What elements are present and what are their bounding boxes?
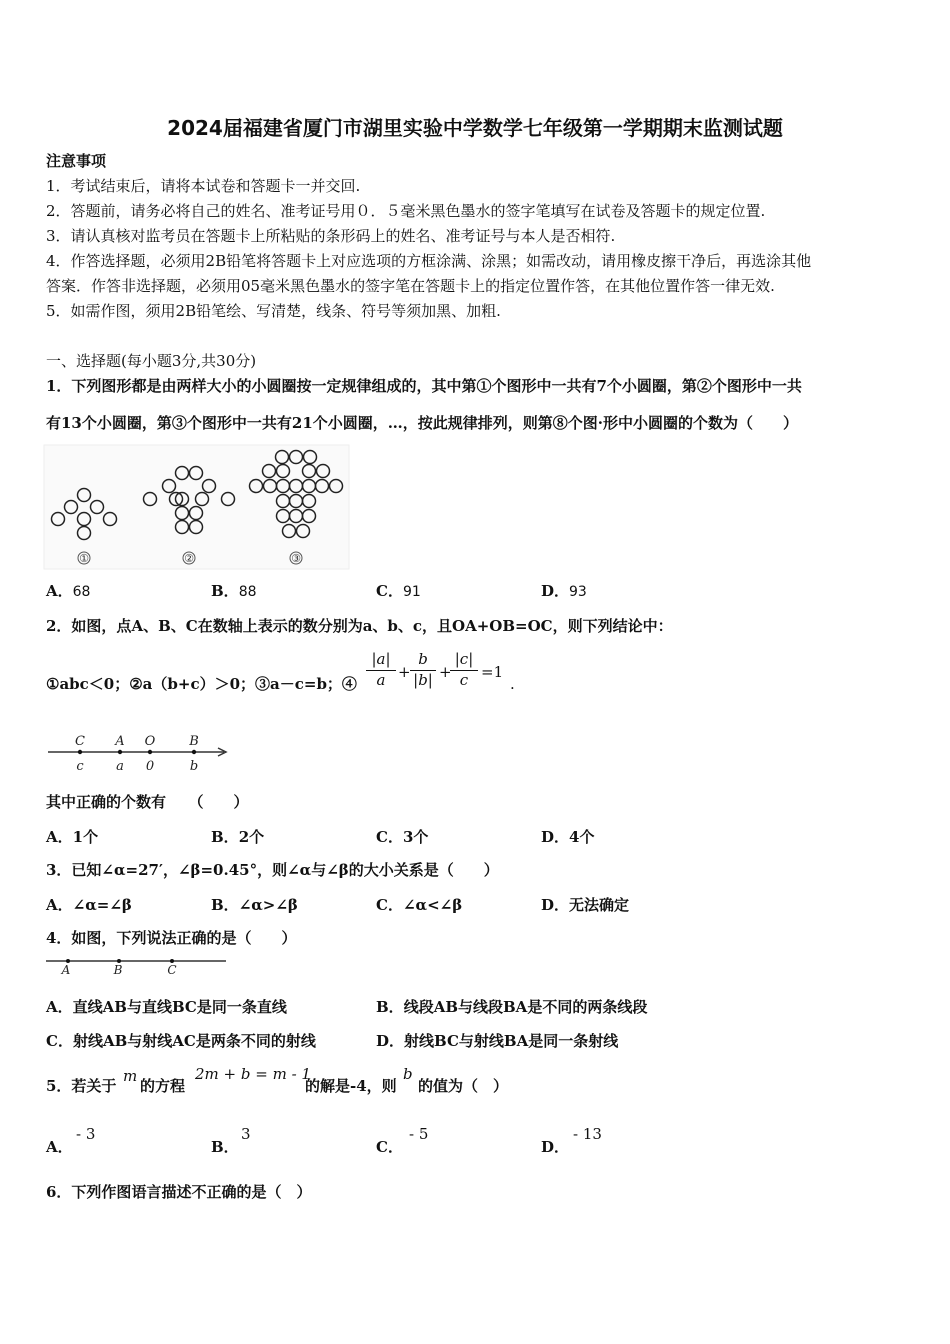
q1-option-c[interactable] — [376, 580, 421, 601]
q6-line1: 6．下列作图语言描述不正确的是（ ） — [46, 1183, 312, 1201]
period: . — [510, 675, 515, 693]
value-label-a: a — [116, 759, 124, 774]
q5-option-d-label[interactable]: D． — [541, 1138, 570, 1156]
option-label: B． — [211, 896, 239, 914]
option-value: 3个 — [402, 828, 429, 846]
fig-label-3: ③ — [291, 552, 301, 565]
fraction-3 — [450, 650, 478, 689]
option-label: C． — [46, 1032, 73, 1050]
q2-line3: 其中正确的个数有 （ ） — [46, 793, 249, 811]
frac-den: c — [450, 670, 478, 689]
notice-item-5: 5．如需作图，须用2B铅笔绘、写清楚，线条、符号等须加黑、加粗. — [46, 302, 501, 320]
fraction-1 — [366, 650, 396, 689]
q5-middle: 的方程 — [140, 1077, 186, 1095]
q4-line1: 4．如图，下列说法正确的是（ ） — [46, 929, 297, 947]
q4-option-d[interactable] — [376, 1030, 618, 1051]
point-a: A — [61, 963, 71, 977]
q4-option-c[interactable] — [46, 1030, 316, 1051]
option-label: C． — [376, 896, 403, 914]
option-value: 线段AB与线段BA是不同的两条线段 — [403, 998, 648, 1016]
q5-var-m: m — [123, 1067, 138, 1085]
value-label-b: b — [189, 759, 199, 774]
q1-option-b[interactable] — [211, 580, 257, 601]
notice-item-4-cont: 答案．作答非选择题，必须用05毫米黑色墨水的签字笔在答题卡上的指定位置作答，在其他位置作答一律无效. — [46, 277, 775, 295]
notice-item-1: 1．考试结束后，请将本试卷和答题卡一并交回. — [46, 177, 361, 195]
q3-line1: 3．已知∠α=27′，∠β=0.45°，则∠α与∠β的大小关系是（ ） — [46, 861, 499, 879]
frac-num: |c| — [454, 650, 474, 668]
q5-option-c-value: - 5 — [409, 1125, 429, 1143]
equals-one: =1 — [481, 663, 504, 681]
circle-pattern-figure — [44, 445, 364, 570]
q3-option-a[interactable] — [46, 894, 132, 915]
option-value: ∠α=∠β — [72, 896, 132, 914]
q5-equation: 2m + b = m - 1 — [195, 1065, 311, 1083]
q2-option-b[interactable] — [211, 826, 264, 847]
option-value: ∠α>∠β — [238, 896, 298, 914]
point-label-o: O — [144, 734, 156, 749]
point-c: C — [167, 963, 177, 977]
option-value: 93 — [569, 584, 587, 600]
option-label: A． — [46, 828, 73, 846]
option-label: A． — [46, 896, 73, 914]
q5-prefix: 5．若关于 — [46, 1077, 117, 1095]
frac-num: |a| — [371, 650, 391, 668]
option-value: 4个 — [569, 828, 595, 846]
option-label: C． — [376, 582, 403, 600]
q2-line1: 2．如图，点A、B、C在数轴上表示的数分别为a、b、c，且OA+OB=OC，则下列结论中： — [46, 617, 673, 635]
q5-var-b: b — [403, 1065, 413, 1083]
option-label: C． — [376, 828, 403, 846]
notice-heading: 注意事项 — [46, 152, 107, 170]
q1-option-d[interactable] — [541, 580, 587, 601]
q1-line2: 有13个小圆圈，第③个图形中一共有21个小圆圈，…，按此规律排列，则第⑧个图·形中小圆圈的个数为（ ） — [46, 414, 798, 432]
option-value: 无法确定 — [569, 896, 630, 914]
q3-option-c[interactable] — [376, 894, 462, 915]
q2-option-d[interactable] — [541, 826, 594, 847]
q3-option-d[interactable] — [541, 894, 629, 915]
point-label-b: B — [189, 734, 199, 749]
q5-option-b-value: 3 — [241, 1125, 251, 1143]
option-value: 1个 — [72, 828, 99, 846]
q2-option-a[interactable] — [46, 826, 98, 847]
option-value: 射线AB与射线AC是两条不同的射线 — [72, 1032, 316, 1050]
q5-middle2: 的解是-4，则 — [305, 1077, 397, 1095]
option-value: 88 — [238, 584, 257, 600]
option-label: D． — [541, 896, 570, 914]
q4-option-b[interactable] — [376, 996, 647, 1017]
number-line-figure — [44, 730, 244, 775]
option-value: 直线AB与直线BC是同一条直线 — [72, 998, 287, 1016]
option-value: 2个 — [238, 828, 265, 846]
fraction-2 — [410, 650, 436, 689]
q2-option-c[interactable] — [376, 826, 428, 847]
q3-option-b[interactable] — [211, 894, 298, 915]
value-label-c: c — [76, 759, 84, 774]
option-label: B． — [211, 582, 239, 600]
option-label: D． — [376, 1032, 405, 1050]
plus-sign: + — [439, 663, 452, 681]
point-label-a: A — [115, 734, 125, 749]
option-value: 68 — [72, 584, 91, 600]
option-label: D． — [541, 582, 570, 600]
value-label-0: 0 — [145, 759, 155, 774]
option-value: ∠α<∠β — [402, 896, 463, 914]
q5-option-a-value: - 3 — [76, 1125, 96, 1143]
option-label: B． — [211, 828, 239, 846]
q5-option-d-value: - 13 — [573, 1125, 602, 1143]
q5-option-b-label[interactable]: B． — [211, 1138, 239, 1156]
section-heading: 一、选择题(每小题3分,共30分) — [46, 352, 257, 370]
notice-item-3: 3．请认真核对监考员在答题卡上所粘贴的条形码上的姓名、准考证号与本人是否相符. — [46, 227, 616, 245]
q4-option-a[interactable] — [46, 996, 287, 1017]
notice-item-4: 4．作答选择题，必须用2B铅笔将答题卡上对应选项的方框涂满、涂黑；如需改动，请用橡皮擦干净后，再选涂其他 — [46, 252, 812, 270]
fig-label-1: ① — [79, 552, 89, 565]
q5-suffix: 的值为（ ） — [418, 1077, 509, 1095]
frac-den: |b| — [410, 670, 436, 689]
plus-sign: + — [398, 663, 411, 681]
frac-den: a — [366, 670, 396, 689]
option-label: B． — [376, 998, 404, 1016]
q5-option-c-label[interactable]: C． — [376, 1138, 403, 1156]
point-label-c: C — [75, 734, 85, 749]
q2-statements: ①abc＜0；②a（b+c）＞0；③a－c=b；④ — [46, 675, 357, 693]
option-value: 91 — [402, 584, 421, 600]
q5-option-a-label[interactable]: A． — [46, 1138, 73, 1156]
option-label: A． — [46, 998, 73, 1016]
line-points-figure — [44, 955, 234, 979]
notice-item-2: 2．答题前，请务必将自己的姓名、准考证号用０．５毫米黑色墨水的签字笔填写在试卷及答题卡的规定位置. — [46, 202, 766, 220]
option-label: D． — [541, 828, 570, 846]
option-value: 射线BC与射线BA是同一条射线 — [404, 1032, 619, 1050]
option-label: A． — [46, 582, 73, 600]
point-b: B — [113, 963, 123, 977]
page-title: 2024届福建省厦门市湖里实验中学数学七年级第一学期期末监测试题 — [167, 116, 783, 140]
q1-option-a[interactable] — [46, 580, 90, 601]
frac-num: b — [418, 650, 428, 668]
fig-label-2: ② — [184, 552, 194, 565]
q1-line1: 1．下列图形都是由两样大小的小圆圈按一定规律组成的，其中第①个图形中一共有7个小圆圈，第②个图形中一共 — [46, 377, 802, 395]
